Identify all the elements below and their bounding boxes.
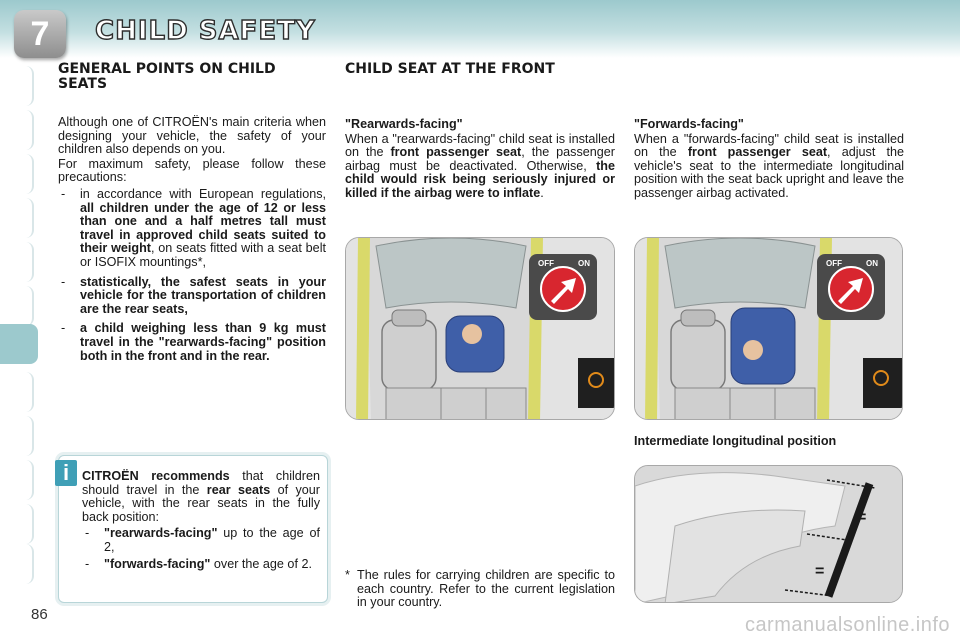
side-tab [6,460,34,500]
side-tab [6,154,34,194]
chapter-number-tab: 7 [14,10,66,58]
forwards-illustration [634,237,903,420]
chapter-title: CHILD SAFETY [95,16,316,46]
forwards-paragraph: When a "forwards-facing" child seat is installed on the front passenger seat, adjust the vehicle's seat to the intermediate longitudinal position with the seat back upright and leave the passenger airbag activated. [634,131,904,200]
page-number: 86 [31,606,48,623]
side-tab [6,66,34,106]
list-item: - statistically, the safest seats in your vehicle for the transportation of children are the rear seats, [61,274,326,316]
list-item: - in accordance with European regulations, all children under the age of 12 or less than one and a half metres tall must travel in approved child seats suited to their weight, on seats fitted with a seat belt or ISOFIX mountings*, [61,186,326,269]
side-tab [6,504,34,544]
airbag-off-label: OFF [826,259,842,268]
side-tab-active [0,324,38,364]
seat-rail-image [635,466,903,603]
svg-text:=: = [857,509,867,526]
rearwards-illustration [345,237,615,420]
car-interior-forwards-image [635,238,903,420]
side-tab [6,544,34,584]
side-tab [6,110,34,150]
intro-paragraph: Although one of CITROËN's main criteria when designing your vehicle, the safety of your children also depends on you. [58,115,326,157]
rearwards-section [345,118,615,202]
list-item: - a child weighing less than 9 kg must travel in the "rearwards-facing" position both in the front and in the rear. [61,321,326,363]
airbag-on-label: ON [578,259,590,268]
left-body [58,116,326,363]
car-interior-rearwards-image [346,238,615,420]
forwards-section [634,118,904,202]
list-item: - "rearwards-facing" up to the age of 2, [85,526,320,554]
side-chapter-tabs [0,66,38,586]
seat-position-illustration [634,465,903,603]
intro-paragraph-2: For maximum safety, please follow these precautions: [58,156,326,185]
airbag-on-label: ON [866,259,878,268]
footnote: * The rules for carrying children are specific to each country. Refer to the current legislation in your country. [345,568,615,610]
side-tab [6,416,34,456]
rearwards-heading: "Rearwards-facing" [345,117,463,131]
airbag-off-label: OFF [538,259,554,268]
intermediate-position-caption: Intermediate longitudinal position [634,434,837,448]
rearwards-paragraph: When a "rearwards-facing" child seat is installed on the front passenger seat, the passenger airbag must be deactivated. Otherwise, the child would risk being seriously injured or killed if the airbag were to inflate. [345,131,615,200]
side-tab [6,198,34,238]
side-tab [6,286,34,326]
recommendation-text: CITROËN recommends that children should travel in the rear seats of your vehicle, with the rear seats in the fully back position: - "rearwards-facing" up to the age of 2, - "forwards-facing" over the age of 2. [82,469,321,571]
forwards-heading: "Forwards-facing" [634,117,744,131]
watermark: carmanualsonline.info [744,614,950,636]
info-icon: i [55,460,77,486]
side-tab [6,372,34,412]
side-tab [6,242,34,282]
svg-text:=: = [815,563,825,580]
middle-section-title: CHILD SEAT AT THE FRONT [345,61,555,77]
left-section-title: GENERAL POINTS ON CHILD SEATS [58,61,276,92]
list-item: - "forwards-facing" over the age of 2. [85,556,312,571]
